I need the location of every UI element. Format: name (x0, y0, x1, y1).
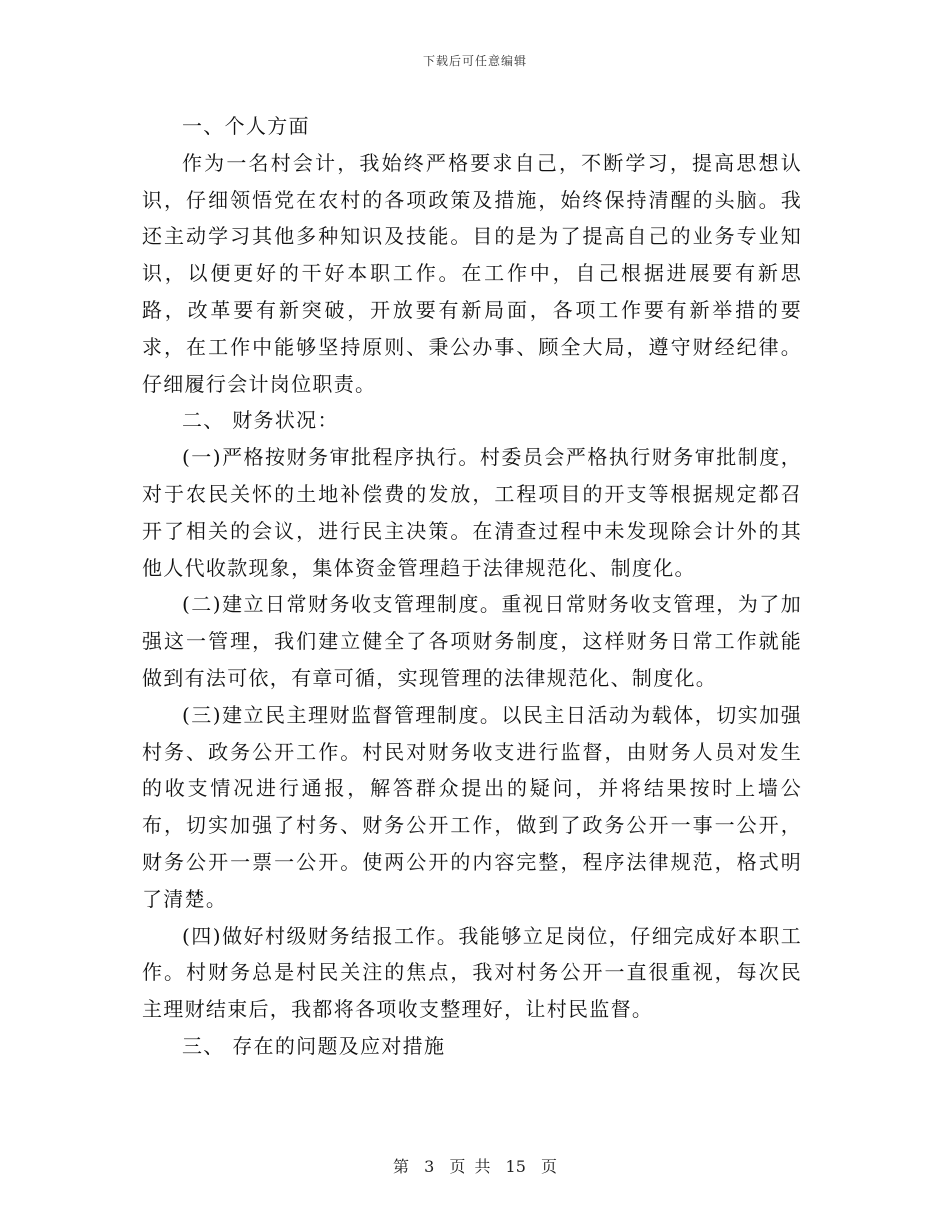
footer-total-pages: 15 (505, 1157, 526, 1176)
header-note: 下载后可任意编辑 (422, 54, 527, 68)
section-heading-finance: 二、 财务状况： (182, 408, 339, 433)
paragraph-finance-3: (三)建立民主理财监督管理制度。以民主日活动为载体，切实加强村务、政务公开工作。村民对财务收支进行监督，由财务人员对发生的收支情况进行通报，解答群众提出的疑问，并将结果按时上墙公布，切实加强了村务、财务公开工作，做到了政务公开一事一公开，财务公开一票一公开。使两公开的内容完整，程序法律规范，格式明了清楚。 (142, 702, 802, 911)
paragraph-personal: 作为一名村会计，我始终严格要求自己，不断学习，提高思想认识，仔细领悟党在农村的各项政策及措施，始终保持清醒的头脑。我还主动学习其他多种知识及技能。目的是为了提高自己的业务专业知识，以便更好的干好本职工作。在工作中，自己根据进展要有新思路，改革要有新突破，开放要有新局面，各项工作要有新举措的要求，在工作中能够坚持原则、秉公办事、顾全大局，遵守财经纪律。仔细履行会计岗位职责。 (142, 150, 802, 396)
section-heading-problems: 三、 存在的问题及应对措施 (182, 1033, 446, 1058)
page-footer (0, 1154, 950, 1177)
paragraph-finance-4: (四)做好村级财务结报工作。我能够立足岗位，仔细完成好本职工作。村财务总是村民关注的焦点，我对村务公开一直很重视，每次民主理财结束后，我都将各项收支整理好，让村民监督。 (142, 923, 802, 1022)
document-body (142, 108, 802, 1065)
page-header (0, 52, 950, 69)
section-heading-personal: 一、个人方面 (182, 114, 310, 138)
footer-page-number: 3 (424, 1157, 435, 1176)
paragraph-finance-2: (二)建立日常财务收支管理制度。重视日常财务收支管理，为了加强这一管理，我们建立健全了各项财务制度，这样财务日常工作就能做到有法可依，有章可循，实现管理的法律规范化、制度化。 (142, 592, 802, 690)
paragraph-finance-1: (一)严格按财务审批程序执行。村委员会严格执行财务审批制度，对于农民关怀的土地补偿费的发放，工程项目的开支等根据规定都召开了相关的会议，进行民主决策。在清查过程中未发现除会计外的其他人代收款现象，集体资金管理趋于法律规范化、制度化。 (142, 445, 802, 580)
footer-middle: 页 共 (449, 1157, 491, 1176)
footer-prefix: 第 (392, 1157, 409, 1176)
footer-suffix: 页 (541, 1157, 558, 1176)
